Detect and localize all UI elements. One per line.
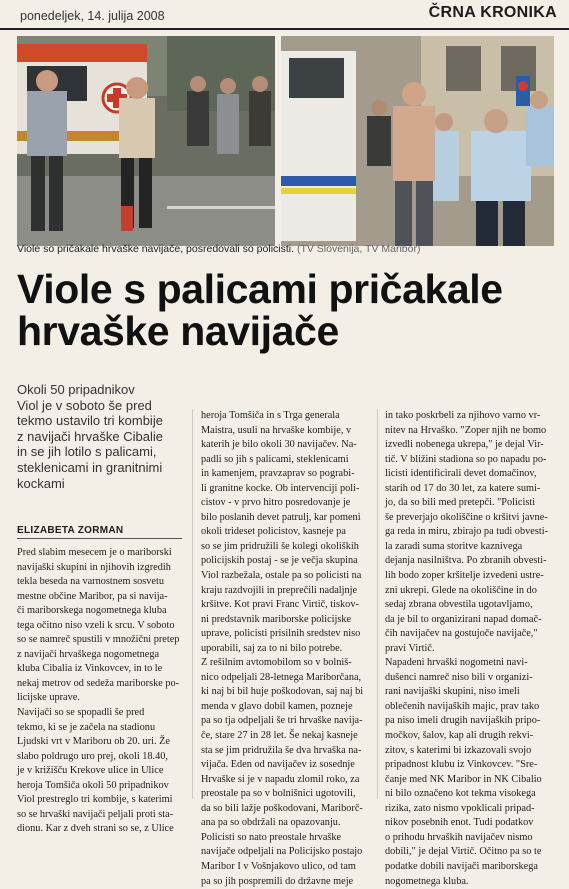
photo-caption [17,243,557,255]
body-text-line: uporabili, saj za to ni bilo potrebe. [201,642,368,657]
body-text-line: pripadnost klubu iz Vinkovcev. "Sre- [385,758,555,773]
body-text-line: kluba Cibalia iz Vinkovcev, in to le [17,662,184,677]
body-text-line: Napadeni hrvaški nogometni navi- [385,656,555,671]
body-text-line: ki naj bi bil huje poškodovan, saj naj bi [201,685,368,700]
body-text-line: ana pa so obdržali na opazovanju. [201,816,368,831]
headline-line: Viole s palicami pričakale [17,268,557,310]
body-text-line: še preverjajo okoliščine o kršitvi javne- [385,511,555,526]
body-text-line: rani navijaški skupini, niso imeli [385,685,555,700]
body-text-line: je v križišču Krekove ulice in Ulice [17,764,184,779]
body-text-line: kraju razdvojili in preprečili nadaljnje [201,584,368,599]
body-text-line: tega očitno niso vzeli k srcu. V soboto [17,619,184,634]
body-text-line: tekmo, ki se je začela na stadionu [17,721,184,736]
lead-line: z navijači hrvaške Cibalie [17,429,182,445]
body-text-line: nico odpeljali 28-letnega Mariborčana, [201,671,368,686]
body-text-line: preostale pa so v bolnišnici ugotovili, [201,787,368,802]
body-text-line: navijaški skupini in njihovih izgredih [17,561,184,576]
body-text-line: z navijači hrvaškega nogometnega [17,648,184,663]
body-text-line: licisti identificirali devet domačinov, [385,467,555,482]
body-text-line: slabo poldrugo uro prej, okoli 18.40, [17,750,184,765]
body-text-line: pravi Virtič. [385,642,555,657]
body-text-line: zitov, s katerimi bi izkazovali svojo [385,744,555,759]
body-text-line: Z rešilnim avtomobilom so v bolniš- [201,656,368,671]
lead-line: Viol je v soboto še pred [17,398,182,414]
lead-line: kockami [17,476,182,492]
body-text-line: či mariborskega nogometnega kluba [17,604,184,619]
body-text-line: so se hrvaški navijači peljali proti sta- [17,808,184,823]
body-text-line: licijske uprave. [17,691,184,706]
body-text-line: dobili," je dejal Virtič. Očitno pa so te [385,845,555,860]
body-text-line: nitev na Hrvaško. "Zoper njih ne bomo [385,424,555,439]
body-text-line: Hrvaške si je v napadu zlomil roko, za [201,773,368,788]
body-text-line: li granitne kocke. Ob intervenciji poli- [201,482,368,497]
lead-line: in se jih lotilo s palicami, [17,444,182,460]
lead-line: Okoli 50 pripadnikov [17,382,182,398]
caption-credit: (TV Slovenija, TV Maribor) [297,243,421,255]
body-text-line: Viol razbežala, ostale pa so policisti na [201,569,368,584]
body-text-line: rizika, zato nismo vpoklicali pripad- [385,802,555,817]
header-rule [0,28,569,30]
body-text-line: lih bodo zoper kršitelje izvedeni ustre- [385,569,555,584]
article-headline [17,268,557,352]
body-text-line: dušenci namreč niso bili v organizi- [385,671,555,686]
body-text-line: ni predstavnik mariborske policijske [201,613,368,628]
body-text-line: zni ukrepi. Glede na okoliščine in do [385,584,555,599]
body-text-line: izvedli nobenega ukrepa," je dejal Vir- [385,438,555,453]
body-text-line: katerih je bilo okoli 30 navijačev. Na- [201,438,368,453]
body-text-line: če, stare 27 in 28 let. Še nekaj kasneje [201,729,368,744]
body-text-line: sedaj zbrana obvestila ugotavljamo, [385,598,555,613]
body-text-line: pa so tja odpeljali še tri hrvaške navija- [201,714,368,729]
issue-date: ponedeljek, 14. julija 2008 [20,9,165,23]
body-text-line: mestne občine Maribor, pa si navija- [17,590,184,605]
headline-line: hrvaške navijače [17,310,557,352]
body-text-line: vijača. Eden od navijačev iz sosednje [201,758,368,773]
body-text-line: heroja Tomšiča in s Trga generala [201,409,368,424]
article-column-3 [385,409,555,889]
body-text-line: čanje med NK Maribor in NK Cibalio [385,773,555,788]
body-text-line: so se jim pridružili še kolegi okoliških [201,540,368,555]
body-text-line: Ljudski vrt v Mariboru ob 20. uri. Že [17,735,184,750]
column-divider [192,409,193,799]
body-text-line: pa so jih pospremili do državne meje [201,875,368,889]
article-column-2 [201,409,368,889]
body-text-line: heroja Tomšiča okoli 50 pripadnikov [17,779,184,794]
body-text-line: cistov - v prvo hitro posredovanje je [201,496,368,511]
section-title: ČRNA KRONIKA [429,4,557,22]
body-text-line: podatke dobili navijači mariborskega [385,860,555,875]
body-text-line: Maistra, usuli na hrvaške kombije, v [201,424,368,439]
body-text-line: Viol prestreglo tri kombije, s katerimi [17,793,184,808]
body-text-line: policijskih postaj - se je večja skupina [201,554,368,569]
caption-text: Viole so pričakale hrvaške navijače, posredovali so policisti. [17,243,294,255]
body-text-line: tič. V bližini stadiona so po napadu po- [385,453,555,468]
body-text-line: dionu. Kar z dveh strani so se, z Ulice [17,822,184,837]
body-text-line: o prihodu hrvaških navijačev nismo [385,831,555,846]
body-text-line: la zaradi suma storitve kaznivega [385,540,555,555]
body-text-line: bilo poslanih devet patrulj, kar pomeni [201,511,368,526]
body-text-line: ni bilo označeno kot tekma visokega [385,787,555,802]
body-text-line: sta se jim pridružila še dva hrvaška na- [201,744,368,759]
body-text-line: Policisti so nato preostale hrvaške [201,831,368,846]
photo-police-fans [281,36,554,246]
body-text-line: Navijači so se spopadli še pred [17,706,184,721]
body-text-line: čih navijačev na gostujoče navijače," [385,627,555,642]
body-text-line: tekla beseda na varnostnem sosvetu [17,575,184,590]
body-text-line: oblečenih navijaških majic, prav tako [385,700,555,715]
body-text-line: in tako poskrbeli za njihovo varno vr- [385,409,555,424]
body-text-line: menda v glavo dobil kamen, pozneje [201,700,368,715]
body-text-line: starih od 17 do 30 let, za katere sumi- [385,482,555,497]
body-text-line: dejanja nasilništva. Po zbranih obvesti- [385,554,555,569]
body-text-line: močkov, šalov, kap ali drugih rekvi- [385,729,555,744]
body-text-line: da so bili lažje poškodovani, Mariborč- [201,802,368,817]
body-text-line: ga reda in miru, zbirajo pa tudi obvesti- [385,525,555,540]
lead-line: tekmo ustavilo tri kombije [17,413,182,429]
article-lead [17,382,182,491]
body-text-line: in kamenjem, pravzaprav so pograbi- [201,467,368,482]
page-header [0,0,569,30]
lead-line: steklenicami in granitnimi [17,460,182,476]
body-text-line: so se namreč spustili v množični pretep [17,633,184,648]
body-text-line: kršitve. Kot pravi Franc Virtič, tiskov- [201,598,368,613]
body-text-line: uprave, policisti prisilnih sredstev niso [201,627,368,642]
article-column-1 [17,546,184,837]
body-text-line: nogometnega kluba. [385,875,555,889]
body-text-line: pa niso imeli drugih navijaških pripo- [385,714,555,729]
body-text-line: okoli trideset policistov, kasneje pa [201,525,368,540]
photo-fans-ambulance [17,36,275,246]
body-text-line: nekaj metrov od sedeža mariborske po- [17,677,184,692]
body-text-line: jo, da so bili med pretepči. "Policisti [385,496,555,511]
author-byline: ELIZABETA ZORMAN [17,525,182,539]
body-text-line: nikov posebnih enot. Tudi podatkov [385,816,555,831]
body-text-line: navijače odpeljali na Policijsko postajo [201,845,368,860]
body-text-line: Pred slabim mesecem je o mariborski [17,546,184,561]
body-text-line: da je bil to organizirani napad domač- [385,613,555,628]
body-text-line: padli so jih s palicami, steklenicami [201,453,368,468]
column-divider [377,409,378,799]
body-text-line: Maribor I v Vošnjakovo ulico, od tam [201,860,368,875]
